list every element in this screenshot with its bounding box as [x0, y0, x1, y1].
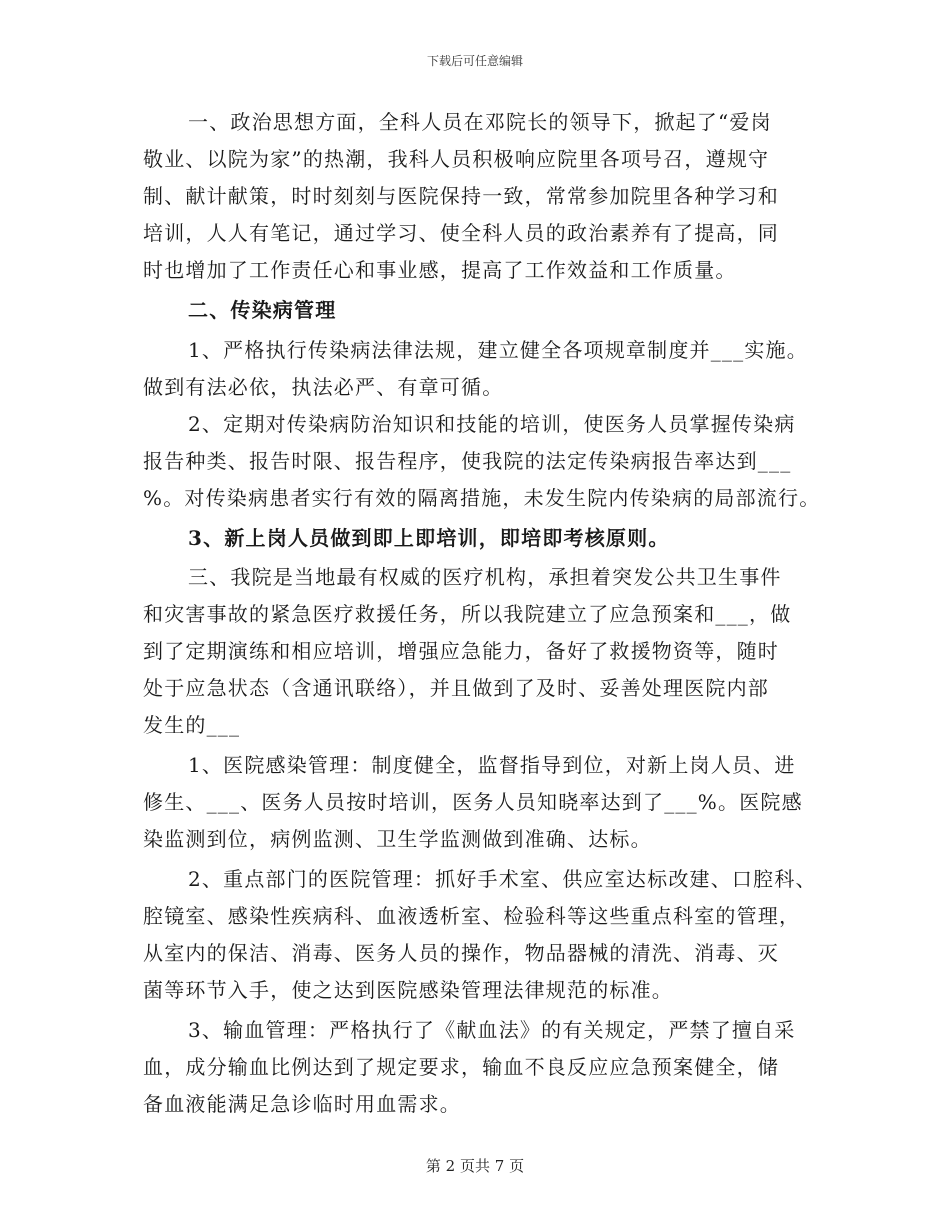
section-heading: 二、传染病管理 — [188, 298, 337, 322]
page-header: 下载后可任意编辑 — [426, 54, 523, 68]
paragraph-line: 腔镜室、感染性疾病科、血液透析室、检验科等这些重点科室的管理， — [143, 904, 801, 928]
paragraph-line: 时也增加了工作责任心和事业感，提高了工作效益和工作质量。 — [143, 258, 737, 282]
paragraph-line: 染监测到位，病例监测、卫生学监测做到准确、达标。 — [143, 827, 652, 851]
paragraph-line: 血，成分输血比例达到了规定要求，输血不良反应应急预案健全，储 — [143, 1055, 779, 1079]
paragraph-line: 备血液能满足急诊临时用血需求。 — [143, 1092, 461, 1116]
paragraph-line: 1、严格执行传染病法律法规，建立健全各项规章制度并___实施。 — [188, 338, 808, 362]
paragraph-line: 2、定期对传染病防治知识和技能的培训，使医务人员掌握传染病 — [188, 412, 796, 436]
paragraph-line: 从室内的保洁、消毒、医务人员的操作，物品器械的清洗、消毒、灭 — [143, 941, 779, 965]
paragraph-line: 一、政治思想方面，全科人员在邓院长的领导下，掀起了“爱岗 — [188, 110, 772, 134]
paragraph-line: 报告种类、报告时限、报告程序，使我院的法定传染病报告率达到___ — [143, 449, 792, 473]
paragraph-line: 发生的___ — [143, 713, 241, 737]
paragraph-line: 做到有法必依，执法必严、有章可循。 — [143, 375, 504, 399]
paragraph-line: %。对传染病患者实行有效的隔离措施，未发生院内传染病的局部流行。 — [143, 486, 821, 510]
page-footer: 第 2 页共 7 页 — [425, 1157, 525, 1175]
paragraph-line: 到了定期演练和相应培训，增强应急能力，备好了救援物资等，随时 — [143, 639, 779, 663]
paragraph-line: 培训，人人有笔记，通过学习、使全科人员的政治素养有了提高，同 — [143, 221, 779, 245]
paragraph-line: 和灾害事故的紧急医疗救援任务，所以我院建立了应急预案和___，做 — [143, 602, 792, 626]
paragraph-line: 1、医院感染管理：制度健全，监督指导到位，对新上岗人员、进 — [188, 753, 796, 777]
paragraph-line: 3、输血管理：严格执行了《献血法》的有关规定，严禁了擅自采 — [188, 1018, 796, 1042]
paragraph-line: 敬业、以院为家”的热潮，我科人员积极响应院里各项号召，遵规守 — [143, 147, 770, 171]
paragraph-line: 修生、___、医务人员按时培训，医务人员知晓率达到了___%。医院感 — [143, 790, 803, 814]
paragraph-line: 菌等环节入手，使之达到医院感染管理法律规范的标准。 — [143, 978, 673, 1002]
paragraph-line: 制、献计献策，时时刻刻与医院保持一致，常常参加院里各种学习和 — [143, 184, 779, 208]
paragraph-line: 处于应急状态（含通讯联络），并且做到了及时、妥善处理医院内部 — [143, 676, 769, 700]
section-heading: 3、新上岗人员做到即上即培训，即培即考核原则。 — [188, 526, 670, 550]
paragraph-line: 三、我院是当地最有权威的医疗机构，承担着突发公共卫生事件 — [188, 565, 782, 589]
paragraph-line: 2、重点部门的医院管理：抓好手术室、供应室达标改建、口腔科、 — [188, 867, 817, 891]
